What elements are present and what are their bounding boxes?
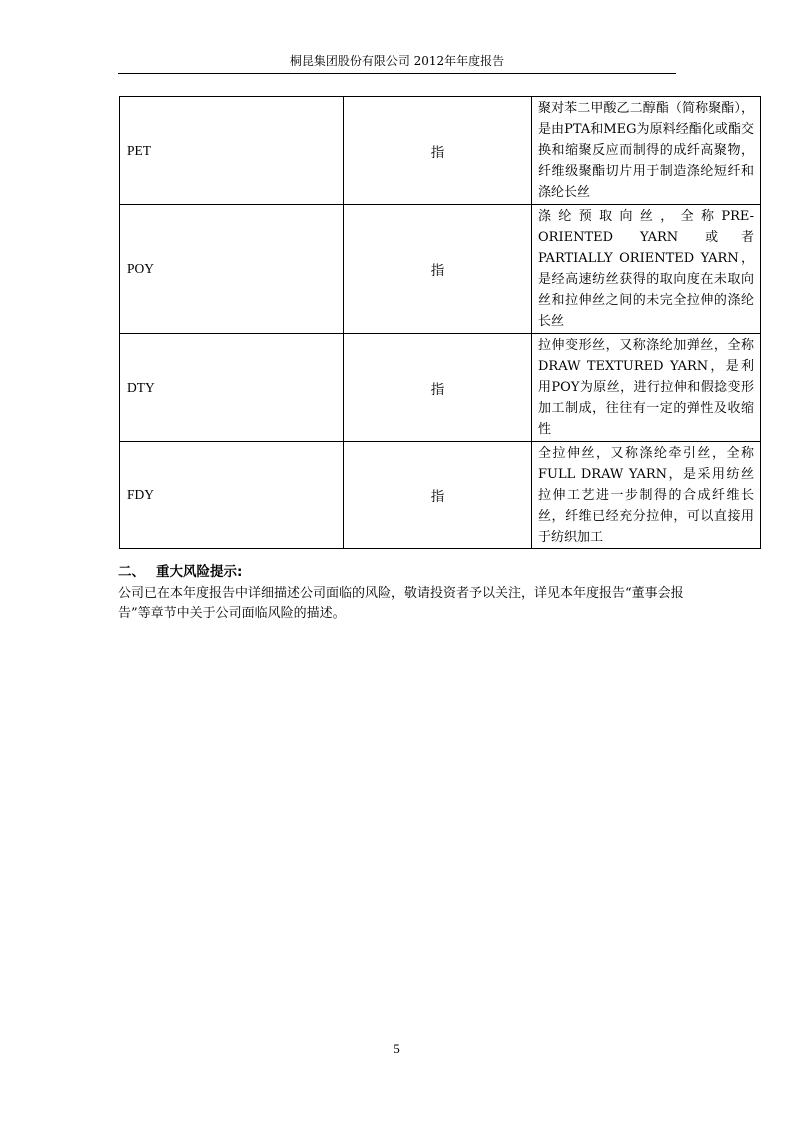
section-body-paragraph: 公司已在本年度报告中详细描述公司面临的风险，敬请投资者予以关注，详见本年度报告“董事会报告”等章节中关于公司面临风险的描述。 <box>118 586 684 621</box>
section-title: 重大风险提示: <box>156 564 243 580</box>
page-number: 5 <box>393 1041 400 1056</box>
section-heading <box>118 563 242 581</box>
glossary-relation: 指 <box>344 97 532 205</box>
glossary-definition: 全拉伸丝，又称涤纶牵引丝，全称FULL DRAW YARN，是采用纺丝拉伸工艺进一步制得的合成纤维长丝，纤维已经充分拉伸，可以直接用于纺织加工 <box>532 442 761 549</box>
glossary-definition: 聚对苯二甲酸乙二醇酯（简称聚酯），是由PTA和MEG为原料经酯化或酯交换和缩聚反应而制得的成纤高聚物，纤维级聚酯切片用于制造涤纶短纤和涤纶长丝 <box>532 97 761 205</box>
table-row <box>120 442 761 549</box>
table-row <box>120 97 761 205</box>
header-divider <box>118 73 676 74</box>
section-number: 二、 <box>118 564 145 580</box>
glossary-term: PET <box>120 97 344 205</box>
glossary-relation: 指 <box>344 442 532 549</box>
table-row <box>120 334 761 442</box>
glossary-relation: 指 <box>344 334 532 442</box>
glossary-term: FDY <box>120 442 344 549</box>
glossary-definition: 拉伸变形丝，又称涤纶加弹丝，全称DRAW TEXTURED YARN，是利用POY为原丝，进行拉伸和假捻变形加工制成，往往有一定的弹性及收缩性 <box>532 334 761 442</box>
table-row <box>120 205 761 334</box>
glossary-table <box>119 96 761 549</box>
glossary-term: POY <box>120 205 344 334</box>
glossary-relation: 指 <box>344 205 532 334</box>
report-header-title: 桐昆集团股份有限公司 2012年年度报告 <box>289 54 505 68</box>
glossary-definition: 涤纶预取向丝，全称PRE-ORIENTED YARN 或者PARTIALLY ORIENTED YARN，是经高速纺丝获得的取向度在未取向丝和拉伸丝之间的未完全拉伸的涤纶长丝 <box>532 205 761 334</box>
glossary-term: DTY <box>120 334 344 442</box>
